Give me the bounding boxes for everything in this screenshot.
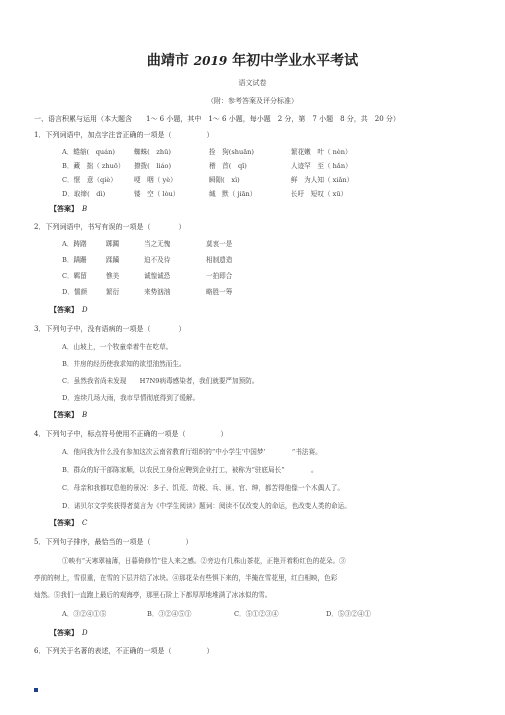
q2-a-3: 当之无愧 bbox=[144, 240, 171, 248]
title-city: 曲靖市 bbox=[146, 53, 189, 69]
page-marker-icon bbox=[34, 688, 38, 692]
page-title bbox=[0, 50, 505, 70]
q2-d-1: D．懦颜 bbox=[62, 288, 88, 296]
title-year: 2019 bbox=[193, 54, 228, 68]
question-2-option-a bbox=[62, 238, 232, 248]
question-1-stem: 1．下列词语中，加点字注音正确的一项是（ ） bbox=[34, 131, 214, 139]
answer-label: 【答案】 bbox=[50, 305, 78, 314]
question-3-stem: 3．下列句子中，没有语病的一项是（ ） bbox=[34, 325, 186, 333]
subject-label: 语文试卷 bbox=[238, 79, 267, 87]
q1-c-3: 瞬隙( xì) bbox=[209, 176, 240, 184]
answer-value: B bbox=[82, 411, 88, 419]
q2-d-2: 繁衍 bbox=[106, 288, 120, 296]
question-1-answer bbox=[50, 204, 87, 214]
q1-c-4: 鲜 为人知（ xiǎn） bbox=[291, 176, 354, 184]
q2-b-1: B．蹒跚 bbox=[62, 256, 87, 264]
q1-c-1: C．惬 意（qiè） bbox=[62, 176, 117, 184]
question-6-stem: 6．下列关于名著的表述，不正确的一项是（ ） bbox=[34, 647, 214, 655]
question-2-answer bbox=[50, 305, 88, 315]
q1-d-2: 镂 空（ lòu） bbox=[134, 190, 180, 198]
question-3-option-c: C．虽然我省尚未发现 H7N9病毒感染者，我们就要严加预防。 bbox=[62, 377, 259, 385]
q5-choice-b: B．③②④⑤① bbox=[147, 610, 192, 618]
question-2-stem: 2．下列词语中，书写有误的一项是（ ） bbox=[34, 223, 186, 231]
q2-b-2: 蹂躏 bbox=[106, 256, 120, 264]
q1-d-4: 长吁 短叹（ xū） bbox=[291, 190, 348, 198]
q1-a-1: A．蜷缩( quán) bbox=[62, 148, 115, 156]
q5-choice-a: A．③②④①⑤ bbox=[62, 610, 107, 618]
q1-b-1: B．藏 拙（ zhuō） bbox=[62, 162, 125, 170]
q1-b-2: 撩拨( liáo) bbox=[134, 162, 172, 170]
q1-a-3: 拴 狗(shuān) bbox=[209, 148, 254, 156]
q2-b-3: 迫不及待 bbox=[144, 256, 171, 264]
answer-label: 【答案】 bbox=[50, 628, 78, 637]
answer-note: （附：参考答案及评分标准） bbox=[207, 97, 298, 105]
question-5-passage-line-3: 灿然。⑤我们一直跑上最后的观海亭，那里石阶上下都厚厚地堆满了冰冰似的雪。 bbox=[34, 591, 272, 599]
question-5-stem: 5．下列句子排序，最恰当的一项是（ ） bbox=[34, 538, 193, 546]
answer-value: D bbox=[82, 306, 88, 314]
question-3-answer bbox=[50, 410, 87, 420]
title-rest: 年初中学业水平考试 bbox=[232, 53, 359, 69]
question-4-option-d: D．诺贝尔文学奖获得者莫言为《中学生阅读》题词：阅读不仅改变人的命运，也改变人类的命运。 bbox=[62, 502, 351, 510]
q1-a-4: 繁花嫩 叶（ nèn） bbox=[291, 148, 352, 156]
q2-c-2: 憔美 bbox=[106, 272, 120, 280]
q2-a-1: A．踌躇 bbox=[62, 240, 87, 248]
q1-c-2: 哽 咽（ yè） bbox=[134, 176, 177, 184]
q1-d-1: D．取缔( dì) bbox=[62, 190, 106, 198]
question-1-option-b bbox=[62, 160, 352, 170]
answer-value: C bbox=[82, 519, 88, 527]
question-1-option-a bbox=[62, 146, 352, 156]
answer-value: D bbox=[82, 629, 88, 637]
question-2-option-d bbox=[62, 286, 232, 296]
question-4-stem: 4．下列句子中，标点符号使用不正确的一项是（ ） bbox=[34, 430, 228, 438]
q2-c-3: 诚惶诚恐 bbox=[144, 272, 171, 280]
question-4-answer bbox=[50, 518, 87, 528]
answer-value: B bbox=[82, 205, 88, 213]
q1-a-2: 蜘蛛( zhū) bbox=[134, 148, 171, 156]
q1-d-3: 缄 默（ jiān） bbox=[209, 190, 257, 198]
q5-choice-d: D．⑤③②④① bbox=[326, 610, 371, 618]
question-5-choices bbox=[62, 608, 371, 618]
question-4-option-c: C．母亲和我都叹息他的景况：多子、饥荒、苛税、兵、匪、官、绅，都苦得他像一个木偶人了。 bbox=[62, 484, 344, 492]
q1-b-4: 人迹罕 至（ hǎn） bbox=[291, 162, 352, 170]
question-4-option-a: A．他问我为什么没有参加这次云南省教育厅组织的“中小学生‘中国梦’ ”书法赛。 bbox=[62, 448, 322, 456]
question-3-option-a: A．山坡上，一个牧童牵着牛在吃草。 bbox=[62, 343, 173, 351]
question-4-option-b: B．群众的好干部陈家顺，以农民工身份应聘到企业打工，被称为“驻底局长” 。 bbox=[62, 466, 318, 474]
q2-a-4: 莫衷一是 bbox=[206, 240, 233, 248]
q2-a-2: 踯躅 bbox=[106, 240, 120, 248]
question-5-answer bbox=[50, 628, 88, 638]
answer-label: 【答案】 bbox=[50, 518, 78, 527]
question-2-option-b bbox=[62, 254, 232, 264]
q2-c-4: 一拍即合 bbox=[206, 272, 233, 280]
q5-choice-c: C．⑤①②③④ bbox=[234, 610, 279, 618]
q1-b-3: 稽 首( qǐ) bbox=[209, 162, 247, 170]
answer-label: 【答案】 bbox=[50, 410, 78, 419]
answer-label: 【答案】 bbox=[50, 204, 78, 213]
question-1-option-c bbox=[62, 174, 353, 184]
section-heading: 一、语言积累与运用（本大题含 1～ 6 小题，其中 1～ 6 小题，每小题 2 分，第 7 小题 8 分，共 20 分） bbox=[34, 115, 400, 123]
q2-c-1: C．羁留 bbox=[62, 272, 87, 280]
question-3-option-d: D．连续几场大雨，我市旱情彻底得到了缓解。 bbox=[62, 394, 200, 402]
q2-d-3: 来势汹汹 bbox=[144, 288, 171, 296]
question-2-option-c bbox=[62, 270, 232, 280]
question-5-passage-line-1: ①映有“天寒翠袖薄，日暮倚修竹”佳人来之感。②旁边有几株山茶花，正艳开着粉红色的花朵。③ bbox=[62, 557, 346, 565]
question-1-option-d bbox=[62, 188, 347, 198]
q2-d-4: 略胜一筹 bbox=[206, 288, 233, 296]
question-3-option-b: B．井房的经历使我求知的欲望油然而生。 bbox=[62, 360, 186, 368]
q2-b-4: 相制遗造 bbox=[206, 256, 233, 264]
question-5-passage-line-2: 亭前的树上，雪很重，在雪的下层并结了冰块。④那花朵有些惧下来的，半掩在雪花里，红白相映，色彩 bbox=[34, 574, 338, 582]
